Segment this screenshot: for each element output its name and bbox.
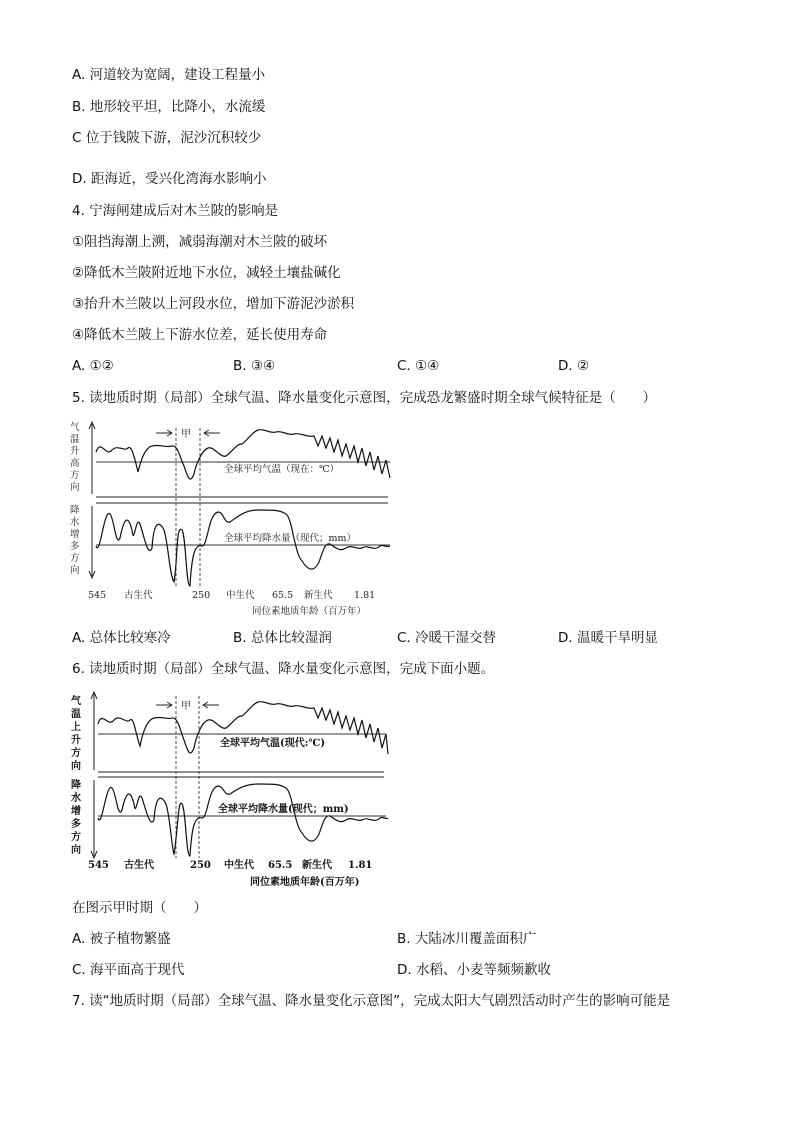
fig2-x-axis-title: 同位素地质年龄(百万年) xyxy=(250,877,360,888)
q4-statement-3: ③抬升木兰陂以上河段水位，增加下游泥沙淤积 xyxy=(72,296,355,312)
fig2-temp-axis-char: 升 xyxy=(71,735,81,746)
fig1-precip-axis-char: 增 xyxy=(70,529,80,540)
q6-stem: 6. 读地质时期（局部）全球气温、降水量变化示意图，完成下面小题。 xyxy=(72,661,495,677)
fig2-precip-axis-char: 增 xyxy=(71,806,81,817)
q5-option-a: A. 总体比较寒冷 xyxy=(72,630,171,646)
fig2-precip-axis-char: 方 xyxy=(71,832,81,843)
fig1-temp-axis-char: 方 xyxy=(70,470,80,481)
q6-sub-stem: 在图示甲时期（ ） xyxy=(72,900,207,916)
fig2-precip-line-label: 全球平均降水量(现代；mm) xyxy=(218,804,349,815)
fig1-temp-axis-char: 升 xyxy=(70,446,80,457)
fig1-tick-545: 545 xyxy=(88,590,107,601)
fig2-era-mesozoic: 中生代 xyxy=(224,860,254,871)
fig2-precip-axis-char: 水 xyxy=(71,793,81,804)
q6-option-d: D. 水稻、小麦等频频歉收 xyxy=(397,962,551,978)
q5-option-d: D. 温暖干旱明显 xyxy=(558,630,658,646)
fig2-temp-axis-char: 方 xyxy=(71,748,81,759)
q6-option-b: B. 大陆冰川覆盖面积广 xyxy=(397,931,537,947)
fig2-jia-arrow-left xyxy=(156,702,172,708)
fig1-precip-axis-char: 方 xyxy=(70,553,80,564)
q4-option-d: D. ② xyxy=(558,358,590,374)
fig1-temp-axis-char: 高 xyxy=(70,458,80,469)
climate-figure-1 xyxy=(68,418,398,618)
q4-option-c: C. ①④ xyxy=(397,358,440,374)
fig1-era-paleozoic: 古生代 xyxy=(124,590,153,601)
q5-stem: 5. 读地质时期（局部）全球气温、降水量变化示意图，完成恐龙繁盛时期全球气候特征是（ ） xyxy=(72,390,657,406)
fig1-tick-250: 250 xyxy=(192,590,211,601)
fig1-precip-axis-char: 降 xyxy=(70,505,80,516)
climate-figure-2 xyxy=(68,688,398,893)
fig2-temp-axis-char: 温 xyxy=(71,709,81,720)
q3-option-b: B. 地形较平坦，比降小，水流缓 xyxy=(72,99,266,115)
fig2-precipitation-curve xyxy=(98,784,388,856)
fig2-temp-axis-char: 上 xyxy=(71,722,81,733)
fig1-precip-axis-char: 向 xyxy=(70,565,80,576)
fig1-jia-arrow-left xyxy=(156,430,172,436)
fig2-temp-line-label: 全球平均气温(现代:℃) xyxy=(220,738,326,749)
fig2-jia-label: 甲 xyxy=(181,701,191,712)
q5-option-c: C. 冷暖干湿交替 xyxy=(397,630,497,646)
fig1-precip-line-label: 全球平均降水量（现代；mm） xyxy=(224,533,357,544)
fig1-era-mesozoic: 中生代 xyxy=(226,590,255,601)
fig1-temp-axis-char: 向 xyxy=(70,482,80,493)
q3-option-a: A. 河道较为宽阔，建设工程量小 xyxy=(72,67,266,83)
fig2-jia-arrow-right xyxy=(203,702,219,708)
fig1-precip-axis-char: 水 xyxy=(70,517,80,528)
fig1-temp-axis-char: 温 xyxy=(70,434,80,445)
fig1-precip-axis-char: 多 xyxy=(70,541,80,552)
fig2-era-paleozoic: 古生代 xyxy=(124,860,154,871)
q4-statement-4: ④降低木兰陂上下游水位差，延长使用寿命 xyxy=(72,327,328,343)
fig2-temp-axis-char: 向 xyxy=(71,761,81,772)
fig2-temp-axis-char: 气 xyxy=(71,696,81,707)
fig1-x-axis-title: 同位素地质年龄（百万年） xyxy=(252,606,367,617)
fig1-precipitation-curve xyxy=(96,510,390,586)
fig2-tick-1-81: 1.81 xyxy=(348,860,373,871)
fig2-precip-axis-char: 降 xyxy=(71,780,81,791)
q4-option-b: B. ③④ xyxy=(233,358,276,374)
q7-stem: 7. 读“地质时期（局部）全球气温、降水量变化示意图”，完成太阳大气剧烈活动时产生的影响可能是 xyxy=(72,993,671,1009)
q6-option-a: A. 被子植物繁盛 xyxy=(72,931,171,947)
fig2-tick-250: 250 xyxy=(190,860,211,871)
q4-stem: 4. 宁海闸建成后对木兰陂的影响是 xyxy=(72,203,279,219)
q4-statement-1: ①阻挡海潮上溯，减弱海潮对木兰陂的破坏 xyxy=(72,234,328,250)
fig1-tick-1-81: 1.81 xyxy=(354,590,376,601)
fig1-era-cenozoic: 新生代 xyxy=(304,590,333,601)
fig2-era-cenozoic: 新生代 xyxy=(302,860,332,871)
fig2-tick-65: 65.5 xyxy=(268,860,293,871)
fig1-temp-line-label: 全球平均气温（现在：℃） xyxy=(224,464,340,475)
fig2-precip-axis-char: 多 xyxy=(71,819,81,830)
q5-option-b: B. 总体比较湿润 xyxy=(233,630,332,646)
fig1-tick-65: 65.5 xyxy=(272,590,294,601)
fig1-temp-axis-char: 气 xyxy=(70,422,80,433)
q4-statement-2: ②降低木兰陂附近地下水位，减轻土壤盐碱化 xyxy=(72,265,341,281)
fig2-tick-545: 545 xyxy=(88,860,109,871)
q6-option-c: C. 海平面高于现代 xyxy=(72,962,185,978)
fig1-jia-label: 甲 xyxy=(181,429,191,440)
fig2-precip-axis-char: 向 xyxy=(71,845,81,856)
fig1-jia-arrow-right xyxy=(204,430,220,436)
q3-option-d: D. 距海近，受兴化湾海水影响小 xyxy=(72,171,267,187)
q3-option-c: C 位于钱陂下游，泥沙沉积较少 xyxy=(72,130,262,146)
q4-option-a: A. ①② xyxy=(72,358,114,374)
